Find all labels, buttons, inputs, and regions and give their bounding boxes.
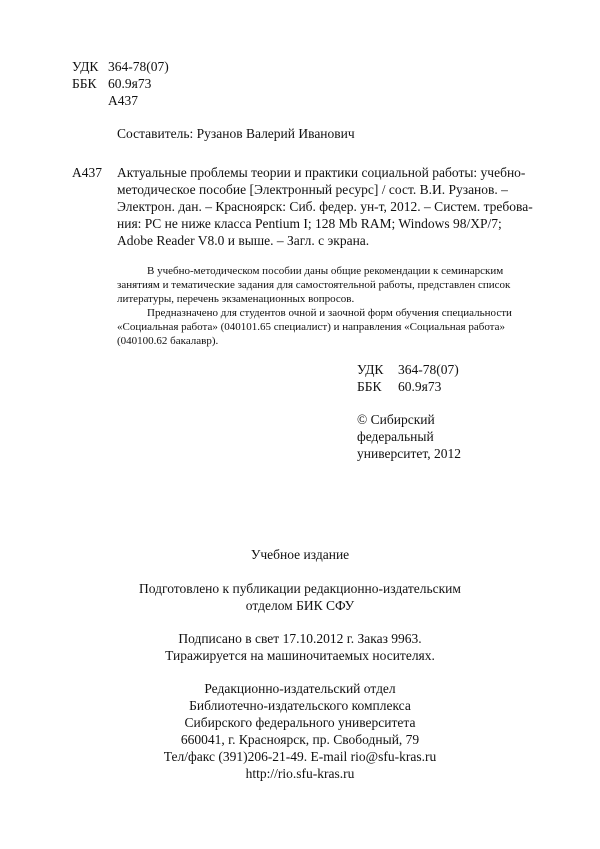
edition-type: Учебное издание bbox=[250, 547, 350, 562]
publisher-url-line: http://rio.sfu-kras.ru bbox=[245, 766, 355, 781]
bibliography-line: ния: PC не ниже класса Pentium I; 128 Mb RAM; Windows 98/XP/7; bbox=[117, 216, 502, 231]
copyright-line: федеральный bbox=[357, 429, 434, 444]
udk-value: 364-78(07) bbox=[108, 59, 169, 74]
udk-value: 364-78(07) bbox=[398, 362, 459, 377]
bibliography-line: методическое пособие [Электронный ресурс] / сост. В.И. Рузанов. – bbox=[117, 182, 508, 197]
prepared-block bbox=[0, 580, 600, 614]
bibliography-mark: А437 bbox=[72, 165, 102, 180]
publisher-block bbox=[0, 680, 600, 782]
annotation-line: (040100.62 бакалавр). bbox=[117, 335, 219, 347]
copyright-block bbox=[357, 411, 461, 462]
signed-block bbox=[0, 630, 600, 664]
copyright-line: © Сибирский bbox=[357, 412, 435, 427]
bbk-label: ББК bbox=[72, 76, 97, 91]
publisher-email-line: Тел/факс (391)206-21-49. E-mail rio@sfu-kras.ru bbox=[163, 749, 437, 764]
copyright-line: университет, 2012 bbox=[357, 446, 461, 461]
annotation-line: «Социальная работа» (040101.65 специалист) и направления «Социальная работа» bbox=[117, 321, 505, 333]
bbk-value: 60.9я73 bbox=[398, 379, 442, 394]
bibliography-text bbox=[117, 164, 537, 249]
bbk-label: ББК bbox=[357, 379, 382, 394]
udk-label: УДК bbox=[357, 362, 384, 377]
bibliography-line: Adobe Reader V8.0 и выше. – Загл. с экрана. bbox=[117, 233, 370, 248]
prepared-line: Подготовлено к публикации редакционно-издательским bbox=[139, 581, 461, 596]
publisher-line: 660041, г. Красноярск, пр. Свободный, 79 bbox=[180, 732, 420, 747]
signed-line: Подписано в свет 17.10.2012 г. Заказ 9963. bbox=[178, 631, 422, 646]
annotation bbox=[117, 264, 557, 348]
bbk-value: 60.9я73 bbox=[108, 76, 152, 91]
annotation-line: Предназначено для студентов очной и заочной форм обучения специальности bbox=[147, 307, 512, 319]
compiler-line: Составитель: Рузанов Валерий Иванович bbox=[117, 126, 355, 141]
bibliography-line: Электрон. дан. – Красноярск: Сиб. федер. ун-т, 2012. – Систем. требова- bbox=[117, 199, 533, 214]
bibliography-line: Актуальные проблемы теории и практики социальной работы: учебно- bbox=[117, 165, 526, 180]
annotation-line: занятиям и тематические задания для самостоятельной работы, представлен список bbox=[117, 279, 511, 291]
signed-line: Тиражируется на машиночитаемых носителях. bbox=[165, 648, 435, 663]
prepared-line: отделом БИК СФУ bbox=[245, 598, 355, 613]
publisher-line: Сибирского федерального университета bbox=[184, 715, 416, 730]
publisher-line: Библиотечно-издательского комплекса bbox=[189, 698, 411, 713]
annotation-line: литературы, перечень экзаменационных вопросов. bbox=[117, 293, 355, 305]
author-mark: А437 bbox=[108, 93, 138, 108]
udk-label: УДК bbox=[72, 59, 99, 74]
annotation-line: В учебно-методическом пособии даны общие рекомендации к семинарским bbox=[147, 265, 504, 277]
publisher-line: Редакционно-издательский отдел bbox=[204, 681, 396, 696]
